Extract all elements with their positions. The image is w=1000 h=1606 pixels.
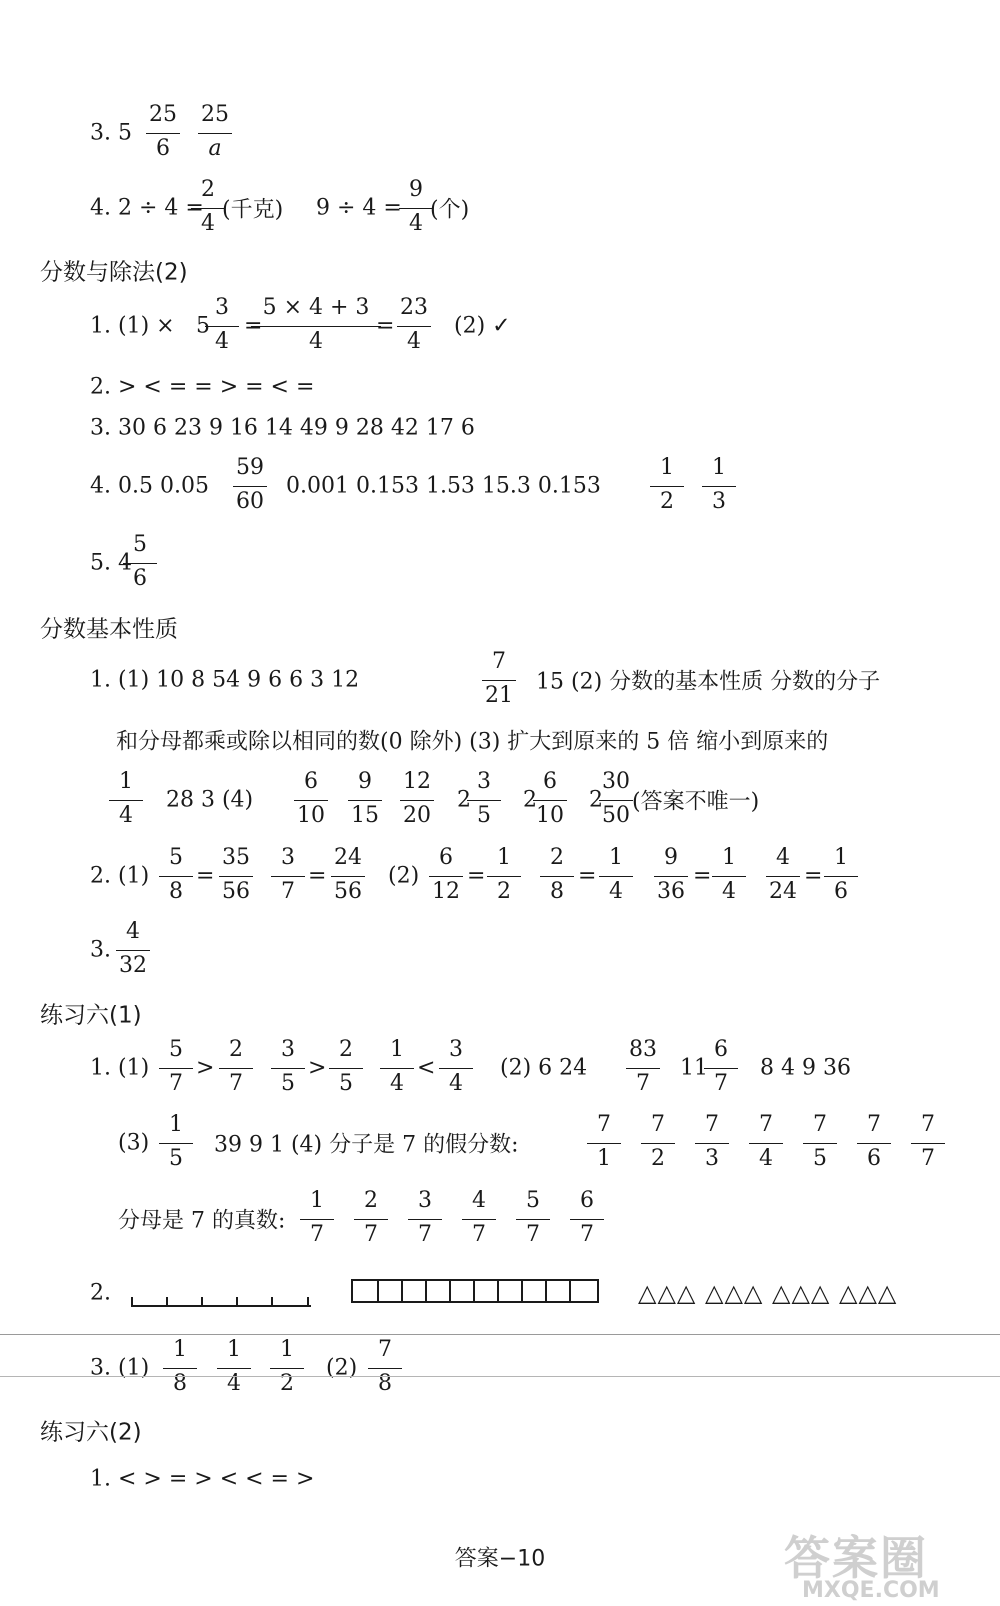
fraction: 5 6 xyxy=(120,526,160,600)
answer-text: 1. (1) × xyxy=(90,313,175,339)
fraction: 25 a xyxy=(195,96,235,170)
fraction: 6 7 xyxy=(567,1182,607,1256)
answer-text: 1. (1) xyxy=(90,1055,150,1081)
fraction: 12 20 xyxy=(397,763,437,837)
fraction: 24 56 xyxy=(328,839,368,913)
item-number: 3. 5 xyxy=(90,120,132,146)
fraction: 35 56 xyxy=(216,839,256,913)
fraction: 83 7 xyxy=(623,1031,663,1105)
answer-text: 28 3 (4) xyxy=(166,787,254,813)
fraction: 4 24 xyxy=(763,839,803,913)
answer-text: 和分母都乘或除以相同的数(0 除外) (3) 扩大到原来的 5 倍 缩小到原来的 xyxy=(116,729,829,755)
section-title: 练习六(2) xyxy=(40,1419,142,1446)
fraction: 2 4 xyxy=(188,171,228,245)
page-footer: 答案−10 xyxy=(454,1546,546,1572)
fraction: 25 6 xyxy=(143,96,183,170)
answer-text: (2) 6 24 xyxy=(500,1055,588,1081)
fraction: 6 10 xyxy=(291,763,331,837)
equals-sign: = xyxy=(196,863,215,889)
watermark-logo xyxy=(778,1522,1000,1606)
fraction: 7 4 xyxy=(746,1106,786,1180)
answer-text: (千克) xyxy=(222,197,284,223)
equals-sign: = xyxy=(308,863,327,889)
answer-text: 39 9 1 (4) 分子是 7 的假分数: xyxy=(214,1132,519,1158)
fraction: 1 3 xyxy=(699,449,739,523)
answer-text: (个) xyxy=(430,197,470,223)
answer-text: 1. (1) 10 8 54 9 6 6 3 12 xyxy=(90,667,360,693)
answer-text: 0.001 0.153 1.53 15.3 0.153 xyxy=(286,473,601,499)
fraction: 7 5 xyxy=(800,1106,840,1180)
fraction: 1 8 xyxy=(160,1331,200,1405)
equals-sign: = xyxy=(376,313,395,339)
watermark-url: MXQE.COM xyxy=(802,1578,940,1603)
fraction: 1 4 xyxy=(106,763,146,837)
section-title: 分数与除法(2) xyxy=(40,259,188,286)
answer-text: 2. > < = = > = < = xyxy=(90,374,315,400)
section-title: 练习六(1) xyxy=(40,1002,142,1029)
equals-sign: = xyxy=(693,863,712,889)
fraction: 3 7 xyxy=(405,1182,445,1256)
fraction: 7 21 xyxy=(479,643,519,717)
answer-text: (3) xyxy=(118,1130,150,1156)
fraction: 4 7 xyxy=(459,1182,499,1256)
answer-text: 3. xyxy=(90,937,111,963)
fraction: 6 7 xyxy=(701,1031,741,1105)
comparison-sign: > xyxy=(196,1055,215,1081)
whole-number: 11 xyxy=(680,1055,708,1081)
fraction: 5 7 xyxy=(156,1031,196,1105)
equals-sign: = xyxy=(578,863,597,889)
answer-text: 5. 4 xyxy=(90,550,132,576)
fraction: 7 6 xyxy=(854,1106,894,1180)
fraction: 3 4 xyxy=(436,1031,476,1105)
fraction: 1 7 xyxy=(297,1182,337,1256)
fraction: 9 36 xyxy=(651,839,691,913)
fraction: 3 7 xyxy=(268,839,308,913)
fraction: 9 4 xyxy=(396,171,436,245)
fraction: 6 12 xyxy=(426,839,466,913)
answer-text: 2. xyxy=(90,1280,111,1306)
answer-text: (答案不唯一) xyxy=(632,789,760,815)
fraction: 2 8 xyxy=(537,839,577,913)
fraction: 7 2 xyxy=(638,1106,678,1180)
fraction: 1 4 xyxy=(596,839,636,913)
fraction: 5 × 4 + 3 4 xyxy=(241,289,391,363)
equals-sign: = xyxy=(467,863,486,889)
answer-text: 8 4 9 36 xyxy=(760,1055,851,1081)
answer-text: 1. < > = > < < = > xyxy=(90,1466,315,1492)
scan-line xyxy=(0,1376,1000,1377)
fraction: 59 60 xyxy=(230,449,270,523)
watermark-text: 答案圈 xyxy=(784,1531,928,1585)
equals-sign: = xyxy=(804,863,823,889)
fraction: 9 15 xyxy=(345,763,385,837)
answer-text: 9 ÷ 4 = xyxy=(316,195,402,221)
answer-text: 4. 0.5 0.05 xyxy=(90,473,209,499)
fraction: 1 4 xyxy=(377,1031,417,1105)
answer-text: 15 (2) 分数的基本性质 分数的分子 xyxy=(536,669,881,695)
whole-number: 2 xyxy=(457,787,471,813)
fraction: 1 2 xyxy=(267,1331,307,1405)
fraction: 7 1 xyxy=(584,1106,624,1180)
fraction: 1 4 xyxy=(214,1331,254,1405)
equals-sign: = xyxy=(244,313,263,339)
answer-text: 分母是 7 的真数: xyxy=(118,1208,286,1234)
comparison-sign: > xyxy=(308,1055,327,1081)
answer-text: (2) ✓ xyxy=(454,313,511,339)
answer-text: (2) xyxy=(388,863,420,889)
fraction: 30 50 xyxy=(596,763,636,837)
section-title: 分数基本性质 xyxy=(40,616,178,643)
fraction: 2 5 xyxy=(326,1031,366,1105)
answer-text: 3. (1) xyxy=(90,1355,150,1381)
fraction: 1 2 xyxy=(647,449,687,523)
fraction: 5 7 xyxy=(513,1182,553,1256)
whole-number: 2 xyxy=(523,787,537,813)
fraction: 3 5 xyxy=(464,763,504,837)
fraction: 23 4 xyxy=(394,289,434,363)
fraction: 5 8 xyxy=(156,839,196,913)
fraction: 1 5 xyxy=(156,1106,196,1180)
fraction: 3 4 xyxy=(202,289,242,363)
comparison-sign: < xyxy=(417,1055,436,1081)
tick-ruler-diagram xyxy=(131,1291,311,1307)
answer-text: 4. 2 ÷ 4 = xyxy=(90,195,204,221)
fraction: 7 3 xyxy=(692,1106,732,1180)
fraction: 4 32 xyxy=(113,913,153,987)
fraction: 6 10 xyxy=(530,763,570,837)
fraction: 1 6 xyxy=(821,839,861,913)
whole-number: 2 xyxy=(589,787,603,813)
whole-number: 5 xyxy=(196,313,210,339)
fraction: 2 7 xyxy=(351,1182,391,1256)
answer-text: (2) xyxy=(326,1355,358,1381)
fraction: 1 2 xyxy=(484,839,524,913)
fraction: 3 5 xyxy=(268,1031,308,1105)
answer-text: 3. 30 6 23 9 16 14 49 9 28 42 17 6 xyxy=(90,415,475,441)
fraction: 7 8 xyxy=(365,1331,405,1405)
box-strip-diagram xyxy=(351,1279,599,1303)
fraction: 7 7 xyxy=(908,1106,948,1180)
triangle-groups: △△△ △△△ △△△ △△△ xyxy=(638,1279,898,1307)
fraction: 1 4 xyxy=(709,839,749,913)
scan-line xyxy=(0,1334,1000,1335)
fraction: 2 7 xyxy=(216,1031,256,1105)
answer-text: 2. (1) xyxy=(90,863,150,889)
